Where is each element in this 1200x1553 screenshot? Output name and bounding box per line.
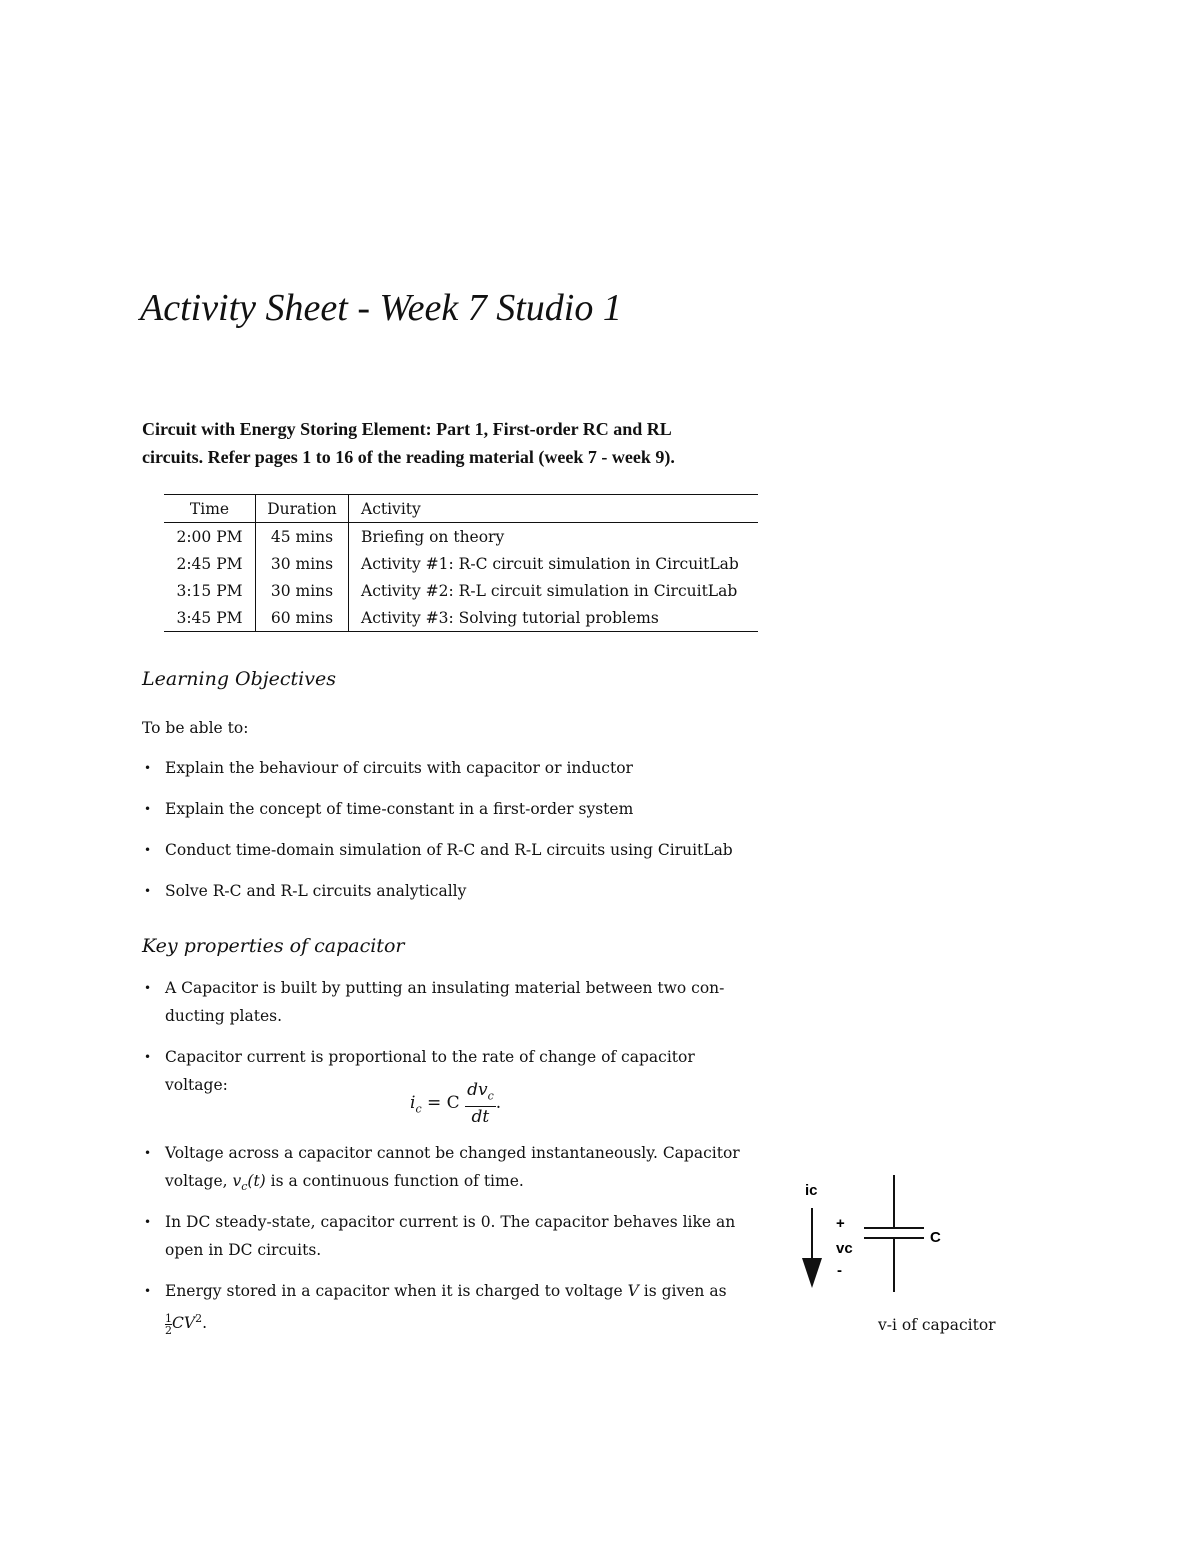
capacitor-current-equation (410, 1080, 501, 1127)
kp5-line-1 (165, 1277, 762, 1305)
table-row (164, 604, 758, 632)
cell-activity: Activity #2: R-L circuit simulation in CircuitLab (361, 581, 738, 600)
eq-lhs-sub: c (415, 1102, 422, 1116)
eq-fraction (465, 1080, 496, 1127)
kp4-line-2: open in DC circuits. (165, 1241, 322, 1259)
cell-activity: Briefing on theory (361, 527, 505, 546)
kp5-end: . (202, 1314, 207, 1333)
intro-paragraph (142, 415, 782, 471)
eq-end: . (495, 1093, 502, 1114)
kp5-fraction (165, 1313, 172, 1336)
kp5-frac-num: 1 (165, 1311, 172, 1325)
table-header-row (164, 495, 758, 523)
list-item (142, 974, 762, 1030)
learning-objectives-list (142, 754, 762, 918)
kp1-line-1: A Capacitor is built by putting an insulating material between two con- (165, 979, 725, 997)
capacitor-diagram (790, 1170, 970, 1300)
cell-duration: 30 mins (256, 577, 349, 604)
learning-objectives-heading: Learning Objectives (142, 668, 336, 690)
minus-label: - (837, 1262, 842, 1279)
cell-duration: 45 mins (256, 523, 349, 551)
intro-line-1: Circuit with Energy Storing Element: Part 1, First-order RC and RL (142, 419, 672, 439)
kp3-line-2 (165, 1167, 762, 1201)
cell-time: 2:45 PM (164, 550, 256, 577)
learning-objectives-intro: To be able to: (142, 719, 249, 737)
kp5-text-a: Energy stored in a capacitor when it is charged to voltage (165, 1282, 628, 1300)
bullet: • (144, 1215, 152, 1229)
intro-line-2: circuits. Refer pages 1 to 16 of the reading material (week 7 - week 9). (142, 447, 675, 467)
kp5-var: V (627, 1282, 639, 1300)
list-item (142, 1139, 762, 1201)
header-time: Time (164, 495, 256, 523)
schedule-table (164, 494, 758, 632)
kp5-frac-den: 2 (165, 1323, 172, 1337)
list-item: • Conduct time-domain simulation of R-C and R-L circuits using CiruitLab (142, 836, 762, 864)
kp3-var-sub: c (241, 1180, 248, 1194)
cell-activity: Activity #1: R-C circuit simulation in CircuitLab (361, 554, 739, 573)
bullet: • (144, 981, 152, 995)
c-label: C (930, 1229, 941, 1246)
table-row (164, 523, 758, 551)
table-row (164, 577, 758, 604)
vc-label: vc (836, 1240, 853, 1257)
kp4-line-1: In DC steady-state, capacitor current is 0. The capacitor behaves like an (165, 1213, 736, 1231)
list-item: • Explain the concept of time-constant in a first-order system (142, 795, 762, 823)
list-item: • Explain the behaviour of circuits with capacitor or inductor (142, 754, 762, 782)
kp3-var: v (232, 1172, 242, 1190)
plus-label: + (836, 1215, 845, 1232)
kp5-expr: CV (172, 1314, 196, 1333)
bullet: • (144, 1284, 152, 1298)
ic-label: ic (805, 1182, 818, 1199)
cell-activity: Activity #3: Solving tutorial problems (361, 608, 659, 627)
list-item (142, 1277, 762, 1337)
eq-denominator: dt (471, 1107, 490, 1128)
cell-duration: 30 mins (256, 550, 349, 577)
current-arrow-head (802, 1258, 822, 1288)
list-item: • Solve R-C and R-L circuits analytically (142, 877, 762, 905)
bullet: • (144, 1050, 152, 1064)
kp5-line-2 (165, 1305, 762, 1337)
kp1-line-2: ducting plates. (165, 1007, 283, 1025)
eq-numerator: dv (467, 1080, 488, 1100)
kp3-line-1: Voltage across a capacitor cannot be changed instantaneously. Capacitor (165, 1144, 740, 1162)
header-duration: Duration (256, 495, 349, 523)
table-row (164, 550, 758, 577)
page-title: Activity Sheet - Week 7 Studio 1 (140, 287, 622, 329)
cell-time: 3:15 PM (164, 577, 256, 604)
kp3-text-a: voltage, (165, 1172, 233, 1190)
cell-time: 2:00 PM (164, 523, 256, 551)
kp2-text: Capacitor current is proportional to the rate of change of capacitor voltage: (165, 1048, 695, 1094)
eq-lhs: i (410, 1093, 416, 1114)
kp5-text-b: is given as (638, 1282, 727, 1300)
header-activity: Activity (349, 495, 759, 523)
cell-time: 3:45 PM (164, 604, 256, 632)
figure-caption: v-i of capacitor (878, 1316, 996, 1334)
kp3-var-arg: (t) (247, 1172, 266, 1190)
eq-numerator-sub: c (487, 1089, 494, 1103)
eq-equals: = C (427, 1093, 460, 1114)
key-properties-heading: Key properties of capacitor (142, 935, 405, 957)
list-item (142, 1208, 762, 1264)
kp5-exp: 2 (195, 1312, 203, 1325)
bullet: • (144, 1146, 152, 1160)
cell-duration: 60 mins (256, 604, 349, 632)
kp3-text-b: is a continuous function of time. (265, 1172, 524, 1190)
